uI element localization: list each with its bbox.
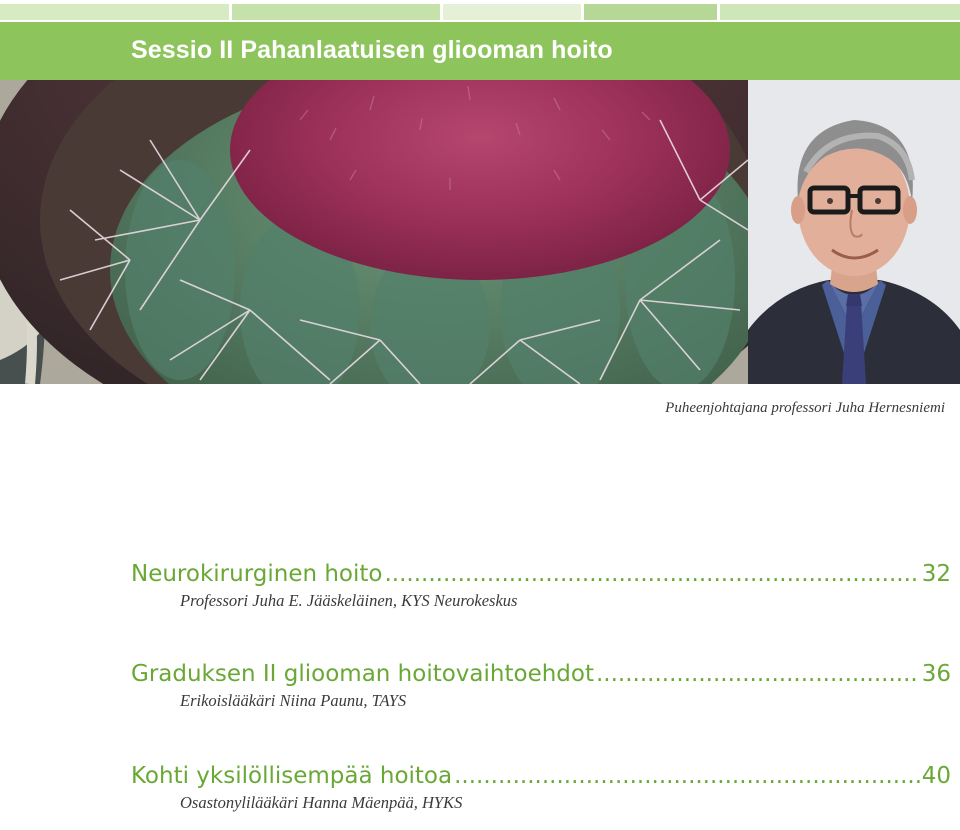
chairman-portrait-photo — [748, 80, 960, 384]
toc-entry-line[interactable] — [131, 661, 951, 687]
toc-entry-author: Osastonylilääkäri Hanna Mäenpää, HYKS — [180, 793, 463, 812]
toc-leader-dots — [596, 661, 920, 687]
toc-entry[interactable] — [131, 763, 951, 813]
toc-page-number[interactable]: 36 — [921, 661, 951, 687]
toc-entry-author: Erikoislääkäri Niina Paunu, TAYS — [180, 691, 407, 710]
chairperson-caption: Puheenjohtajana professori Juha Hernesniemi — [665, 400, 945, 416]
cactus-photo — [0, 80, 748, 384]
top-stripe-segment-1 — [0, 4, 229, 20]
toc-entry-line[interactable] — [131, 763, 951, 789]
toc-page-number[interactable]: 40 — [921, 763, 951, 789]
top-stripe-segment-3 — [443, 4, 581, 20]
toc-entry-title[interactable]: Kohti yksilöllisempää hoitoa — [131, 763, 453, 789]
toc-leader-dots — [384, 561, 919, 587]
top-stripe-segment-4 — [584, 4, 717, 20]
toc-leader-dots — [454, 763, 920, 789]
toc-entry-line[interactable] — [131, 561, 951, 587]
toc-entry-title[interactable]: Neurokirurginen hoito — [131, 561, 383, 587]
toc-entry[interactable] — [131, 661, 951, 711]
session-title: Sessio II Pahanlaatuisen gliooman hoito — [131, 36, 613, 64]
toc-entry-title[interactable]: Graduksen II gliooman hoitovaihtoehdot — [131, 661, 594, 687]
top-stripe-segment-2 — [232, 4, 440, 20]
toc-entry-author: Professori Juha E. Jääskeläinen, KYS Neurokeskus — [180, 591, 518, 610]
toc-entry[interactable] — [131, 561, 951, 611]
top-stripe-segment-5 — [720, 4, 960, 20]
toc-page-number[interactable]: 32 — [921, 561, 951, 587]
